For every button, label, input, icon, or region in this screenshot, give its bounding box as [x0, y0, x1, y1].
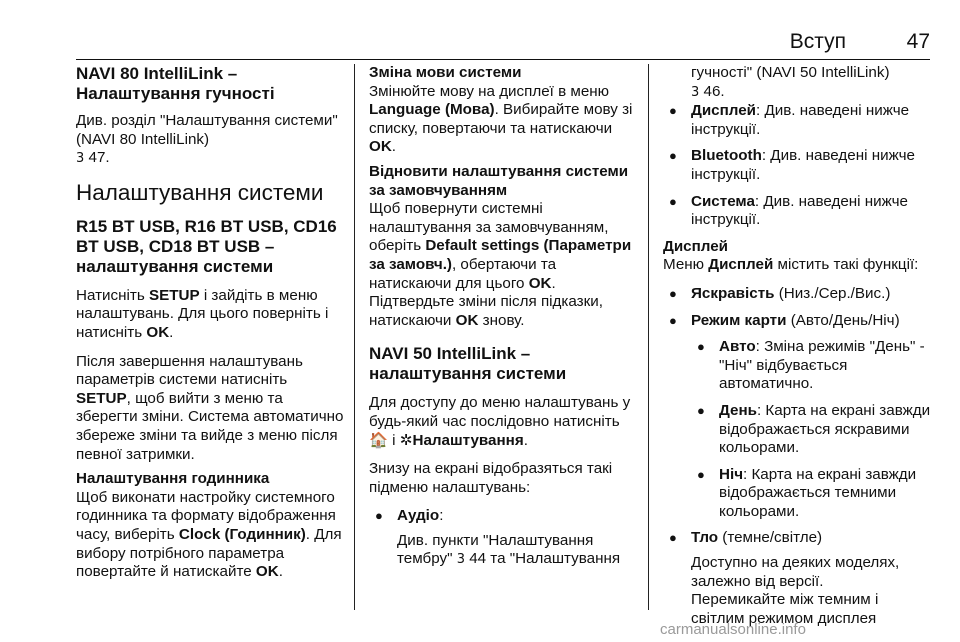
language-heading: Зміна мови системи [369, 64, 522, 81]
language-paragraph: Змінюйте мову на дисплеї в меню Language (Мова). Вибирайте мову зі списку, повертаючи та натискаючи OK. [369, 82, 633, 156]
system-settings-section-title: Налаштування системи [76, 179, 324, 205]
navi50-settings-heading: NAVI 50 IntelliLink – налаштування системи [369, 344, 567, 384]
list-item-brightness: ● Яскравість (Низ./Сер./Вис.) [663, 285, 931, 304]
page-number: 47 [906, 30, 930, 53]
column-1 [76, 64, 344, 592]
list-item-map-mode: ● Режим карти (Авто/День/Ніч) ● Авто: Зміна режимів "День" - "Ніч" відбувається автоматично. ● День: Карта на екрані завжди відображається яскравими кольорами. ● Ніч: Карта на екрані завжди відображається темними кольорами. [663, 312, 931, 522]
list-item-night: ● Ніч: Карта на екрані завжди відображається темними кольорами. [691, 466, 931, 522]
gear-icon: ✲ [399, 431, 413, 449]
column-divider-1 [354, 64, 355, 610]
page-ref-arrow-icon: 3 [456, 552, 465, 568]
exit-paragraph: Після завершення налаштувань параметрів системи натисніть SETUP, щоб вийти з меню та зберегти зміни. Система автоматично збереже зміни та вийде з меню після певної затримки. [76, 352, 344, 463]
display-heading: Дисплей [663, 237, 729, 255]
column-2 [369, 64, 637, 578]
clock-settings-heading: Налаштування годинника [76, 470, 270, 488]
navi50-access-paragraph: Для доступу до меню налаштувань у будь-який час послідовно натисніть 🏠 і ✲Налаштування. [369, 394, 631, 449]
list-item-audio: ● Аудіо: Див. пункти "Налаштування тембру" 3 44 та "Налаштування [369, 507, 637, 570]
column-divider-2 [648, 64, 649, 610]
r15-settings-heading: R15 BT USB, R16 BT USB, CD16 BT USB, CD18 BT USB – налаштування системи [76, 216, 337, 276]
home-icon: 🏠 [369, 431, 388, 449]
submenu-paragraph: Знизу на екрані відобразяться такі підменю налаштувань: [369, 460, 613, 496]
submenu-list-continued [663, 102, 931, 230]
list-item-day: ● День: Карта на екрані завжди відображається яскравими кольорами. [691, 402, 931, 458]
list-item-background: ● Тло (темне/світле) Доступно на деяких моделях, залежно від версії. Перемикайте між темним і світлим режимом дисплея [663, 529, 931, 628]
volume-settings-paragraph: Див. розділ "Налаштування системи" (NAVI 80 IntelliLink) 3 47. [76, 112, 338, 167]
display-functions-list [663, 285, 931, 629]
list-item-system: ● Система: Див. наведені нижче інструкції. [663, 193, 931, 230]
display-paragraph: Меню Дисплей містить такі функції: [663, 256, 919, 274]
audio-continuation: гучності" (NAVI 50 IntelliLink) 3 46. [691, 64, 890, 100]
default-settings-paragraph: Щоб повернути системні налаштування за замовчуванням, оберіть Default settings (Параметри за замовч.), обертаючи та натискаючи для цього OK. Підтвердьте зміни після підказки, натискаючи OK знову. [369, 200, 632, 329]
watermark: carmanualsonline.info [660, 621, 806, 638]
clock-paragraph: Щоб виконати настройку системного годинника та формату відображення часу, виберіть Clock (Годинник). Для вибору потрібного параметра повертайте й натискайте OK. [76, 488, 342, 581]
list-item-display: ● Дисплей: Див. наведені нижче інструкції. [663, 102, 931, 139]
header-rule [76, 59, 930, 60]
page-ref-arrow-icon: 3 [691, 84, 700, 100]
setup-paragraph: Натисніть SETUP і зайдіть в меню налаштувань. Для цього поверніть і натисніть OK. [76, 286, 329, 341]
volume-settings-heading: NAVI 80 IntelliLink – Налаштування гучності [76, 64, 275, 103]
background-note: Доступно на деяких моделях, залежно від версії. [691, 554, 900, 590]
list-item-bluetooth: ● Bluetooth: Див. наведені нижче інструкції. [663, 147, 931, 184]
column-3 [663, 64, 931, 636]
page-ref-arrow-icon: 3 [76, 151, 85, 167]
submenu-list [369, 507, 637, 570]
map-mode-list [691, 338, 931, 521]
header-title: Вступ [789, 30, 846, 53]
page-header [76, 26, 930, 58]
default-settings-heading: Відновити налаштування системи за замовчуванням [369, 162, 629, 199]
list-item-auto: ● Авто: Зміна режимів "День" - "Ніч" відбувається автоматично. [691, 338, 931, 394]
background-switch-note: Перемикайте між темним і світлим режимом дисплея [691, 591, 879, 627]
